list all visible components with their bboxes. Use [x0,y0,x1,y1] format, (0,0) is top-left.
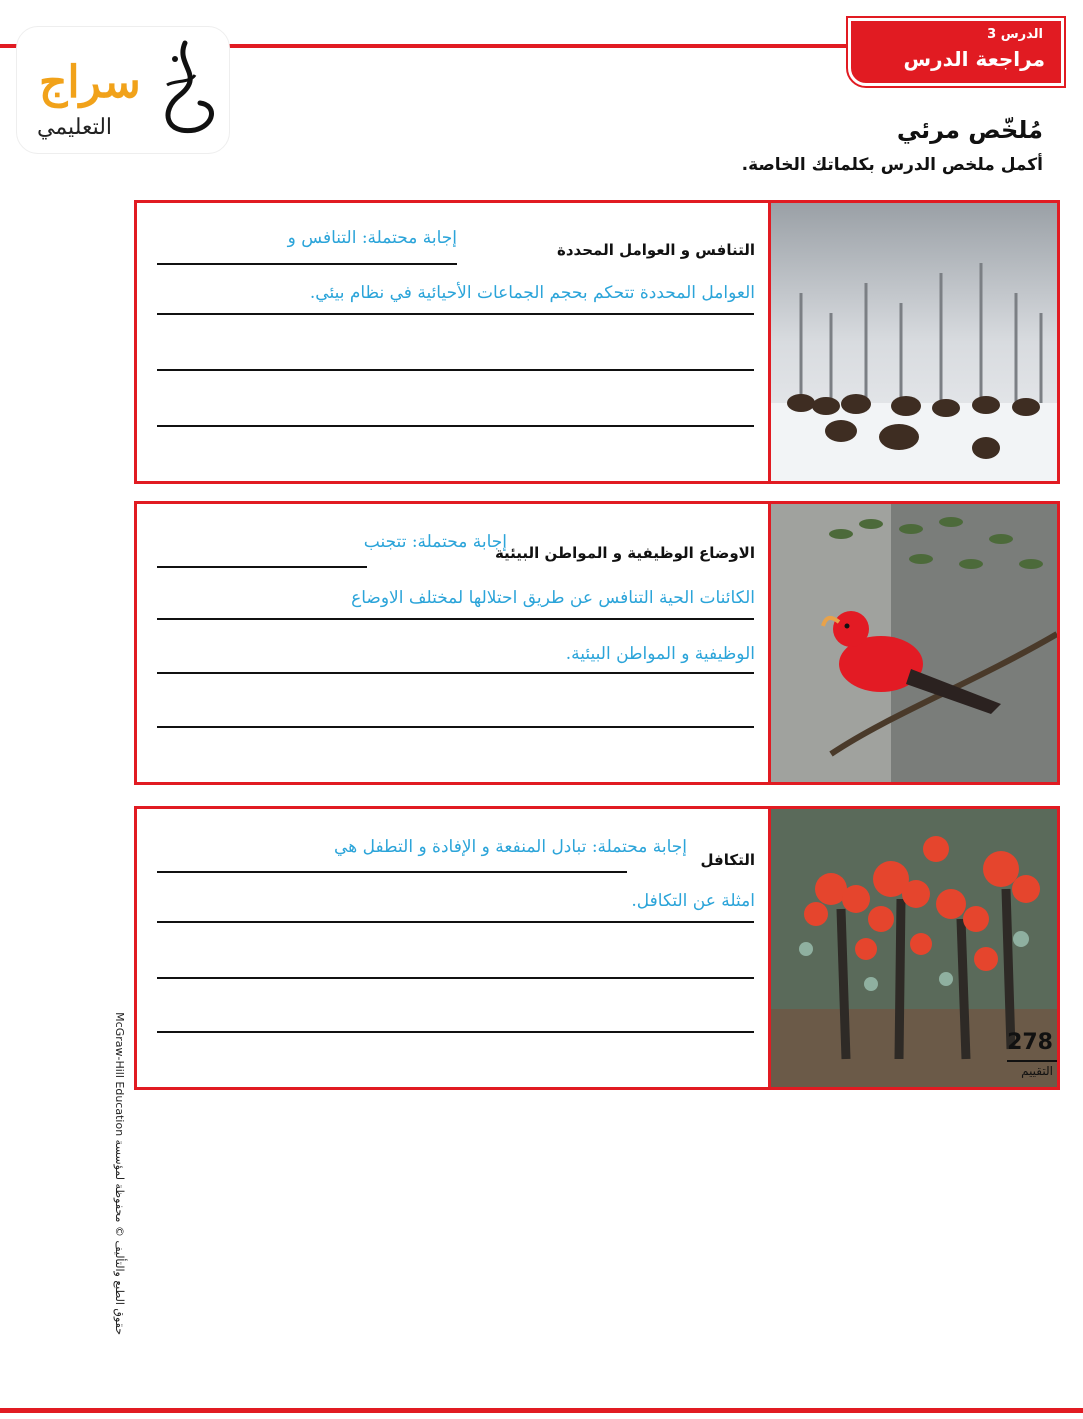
writing-line [157,425,754,427]
writing-line [157,1031,754,1033]
answer-line: إجابة محتملة: التنافس و [287,228,457,248]
siraj-logo [16,26,230,154]
page-label: التقييم [1021,1064,1053,1078]
writing-line [157,313,754,315]
writing-line [157,263,457,265]
writing-line [157,871,627,873]
bison-herd-image [768,203,1057,481]
calligraphy-icon [145,35,225,145]
lesson-number: الدرس 3 [987,27,1043,42]
panel-topic: التنافس و العوامل المحددة [557,241,755,259]
answer-line: إجابة محتملة: تتجنب [363,532,507,552]
answer-line: الكائنات الحية التنافس عن طريق احتلالها لمختلف الاوضاع [351,588,755,608]
summary-panel-symbiosis [134,806,1060,1090]
footer-rule [0,1408,1083,1413]
logo-name: سراج [39,57,141,108]
answer-line: الوظيفية و المواطن البيئية. [565,644,755,664]
writing-line [157,566,367,568]
section-instruction: أكمل ملخص الدرس بكلماتك الخاصة. [741,155,1043,175]
writing-line [157,618,754,620]
lesson-tab [848,18,1064,86]
summary-panel-niches [134,501,1060,785]
panel-topic: الاوضاع الوظيفية و المواطن البيئية [494,544,755,562]
red-bird-image [768,504,1057,782]
summary-panel-competition [134,200,1060,484]
writing-line [157,672,754,674]
writing-line [157,369,754,371]
answer-line: إجابة محتملة: تبادل المنفعة و الإفادة و التطفل هي [334,837,687,857]
answer-line: امثلة عن التكافل. [631,891,755,911]
writing-line [157,726,754,728]
writing-line [157,921,754,923]
logo-subtitle: التعليمي [37,115,113,140]
lesson-title: مراجعة الدرس [903,47,1045,71]
panel-topic: التكافل [700,851,755,869]
page-number-rule [1007,1060,1057,1062]
answer-line: العوامل المحددة تتحكم بحجم الجماعات الأحيائية في نظام بيئي. [309,283,755,303]
section-title: مُلخّص مرئي [896,116,1043,144]
writing-line [157,977,754,979]
page-number: 278 [1007,1030,1053,1055]
copyright-notice: حقوق الطبع والتأليف © محفوظة لمؤسسة McGraw-Hill Education [113,1012,126,1335]
